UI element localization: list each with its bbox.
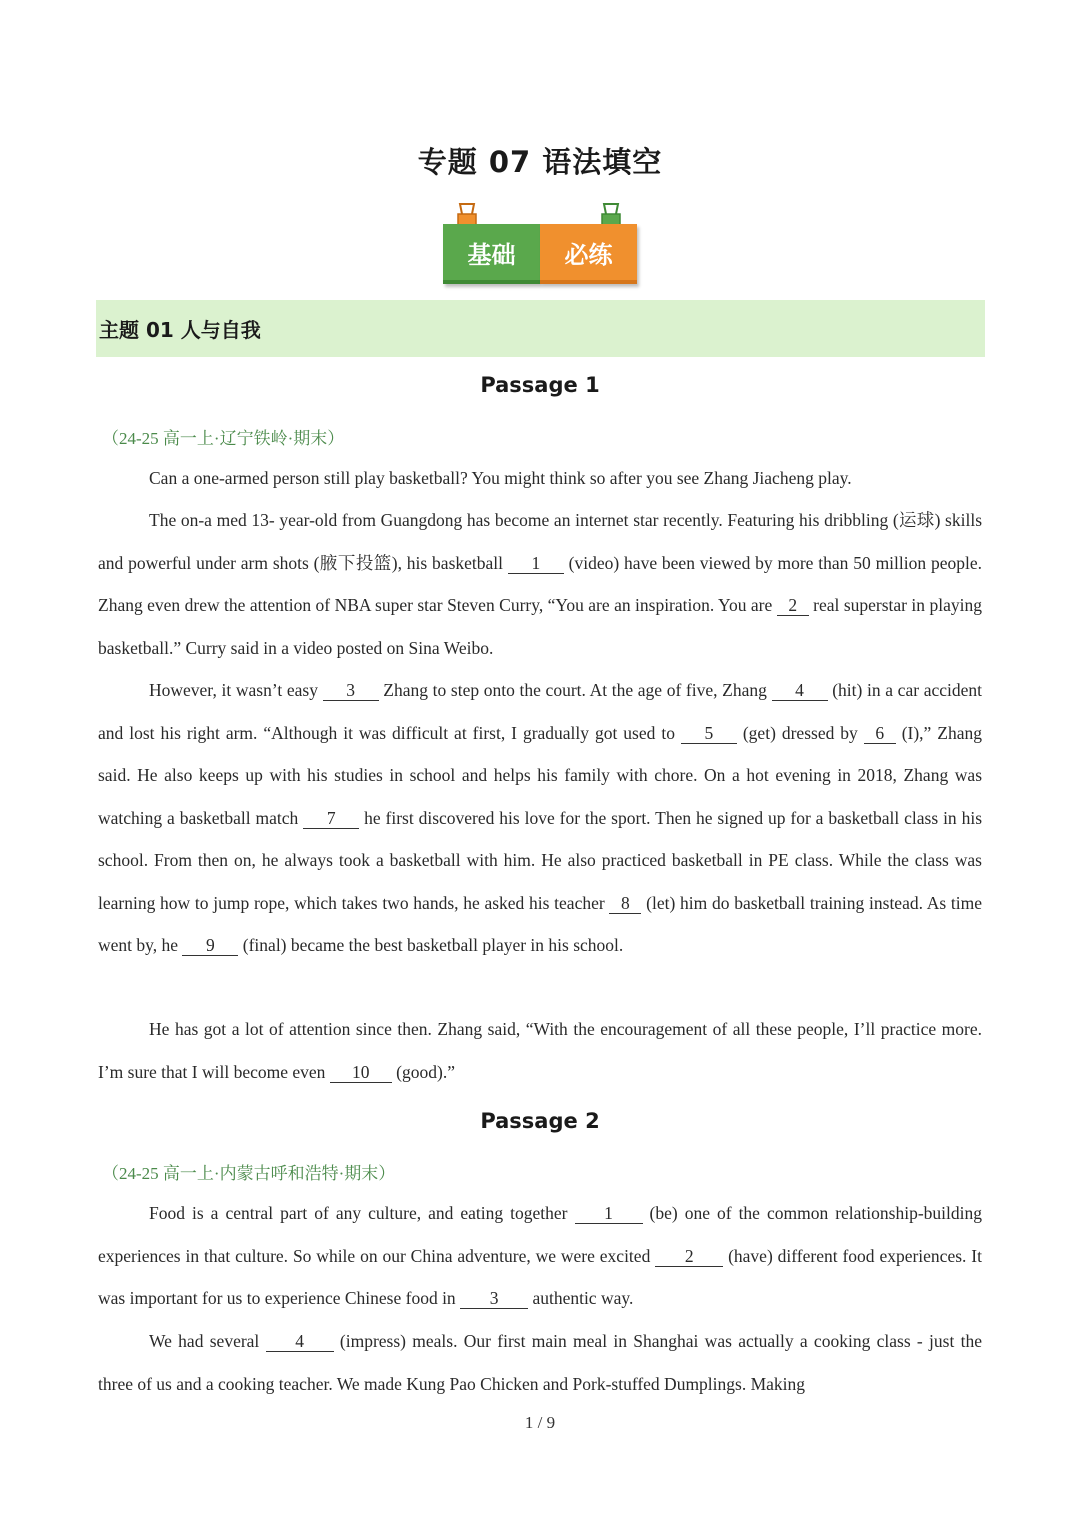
answer-blank[interactable]: 2 [655, 1246, 723, 1267]
passage-1-paragraph-3: However, it wasn’t easy 3 Zhang to step onto the court. At the age of five, Zhang 4 (hit) in a car accident and lost his right arm. “Although it was difficult at first, I gradually got used to 5 (get) dressed by 6 (I),” Zhang said. He also keeps up with his studies in school and helps his family with chore. On a hot evening in 2018, Zhang was watching a basketball match 7 he first discovered his love for the sport. Then he signed up for a basketball class in his school. From then on, he always took a basketball with him. He also practiced basketball in PE class. While the class was learning how to jump rope, which takes two hands, he asked his teacher 8 (let) him do basketball training instead. As time went by, he 9 (final) became the best basketball player in his school. [98, 680, 983, 955]
passage-2-source: （24-25 高一上·内蒙古呼和浩特·期末） [102, 1164, 396, 1183]
passage-1-title: Passage 1 [480, 373, 600, 397]
topic-header [96, 300, 985, 357]
answer-blank[interactable]: 3 [323, 680, 379, 701]
banner-label-basic: 基础 [443, 224, 540, 284]
banner-label-practice: 必练 [540, 224, 637, 284]
document-title: 专题 07 语法填空 [417, 145, 663, 179]
answer-blank[interactable]: 3 [460, 1288, 528, 1309]
answer-blank[interactable]: 4 [772, 680, 828, 701]
answer-blank[interactable]: 9 [182, 935, 238, 956]
answer-blank[interactable]: 6 [864, 723, 896, 744]
passage-1-paragraph-4: He has got a lot of attention since then. Zhang said, “With the encouragement of all these people, I’ll practice more. I’m sure that I will become even 10 (good).” [98, 1019, 982, 1082]
topic-label: 主题 01 人与自我 [99, 318, 261, 342]
passage-1-paragraph-2: The on-a med 13- year-old from Guangdong has become an internet star recently. Featuring his dribbling (运球) skills and powerful under arm shots (腋下投篮), his basketball 1 (video) have been viewed by more than 50 million people. Zhang even drew the attention of NBA super star Steven Curry, “You are an inspiration. You are 2 real superstar in playing basketball.” Curry said in a video posted on Sina Weibo. [98, 510, 982, 658]
answer-blank[interactable]: 1 [575, 1203, 643, 1224]
answer-blank[interactable]: 2 [777, 595, 809, 616]
answer-blank[interactable]: 1 [508, 553, 564, 574]
section-banner [443, 200, 637, 282]
passage-1-paragraph-1: Can a one-armed person still play basketball? You might think so after you see Zhang Jiacheng play. [149, 468, 852, 488]
passage-2-paragraph-2: We had several 4 (impress) meals. Our first main meal in Shanghai was actually a cooking class - just the three of us and a cooking teacher. We made Kung Pao Chicken and Pork-stuffed Dumplings. Making [98, 1331, 982, 1394]
answer-blank[interactable]: 4 [266, 1331, 334, 1352]
answer-blank[interactable]: 8 [609, 893, 641, 914]
answer-blank[interactable]: 5 [681, 723, 737, 744]
page-number: 1 / 9 [524, 1413, 556, 1432]
answer-blank[interactable]: 10 [330, 1062, 392, 1083]
passage-1-source: （24-25 高一上·辽宁铁岭·期末） [102, 429, 345, 448]
passage-2-paragraph-1: Food is a central part of any culture, and eating together 1 (be) one of the common relationship-building experiences in that culture. So while on our China adventure, we were excited 2 (have) different food experiences. It was important for us to experience Chinese food in 3 authentic way. [98, 1203, 982, 1308]
answer-blank[interactable]: 7 [303, 808, 359, 829]
passage-2-title: Passage 2 [480, 1109, 600, 1133]
